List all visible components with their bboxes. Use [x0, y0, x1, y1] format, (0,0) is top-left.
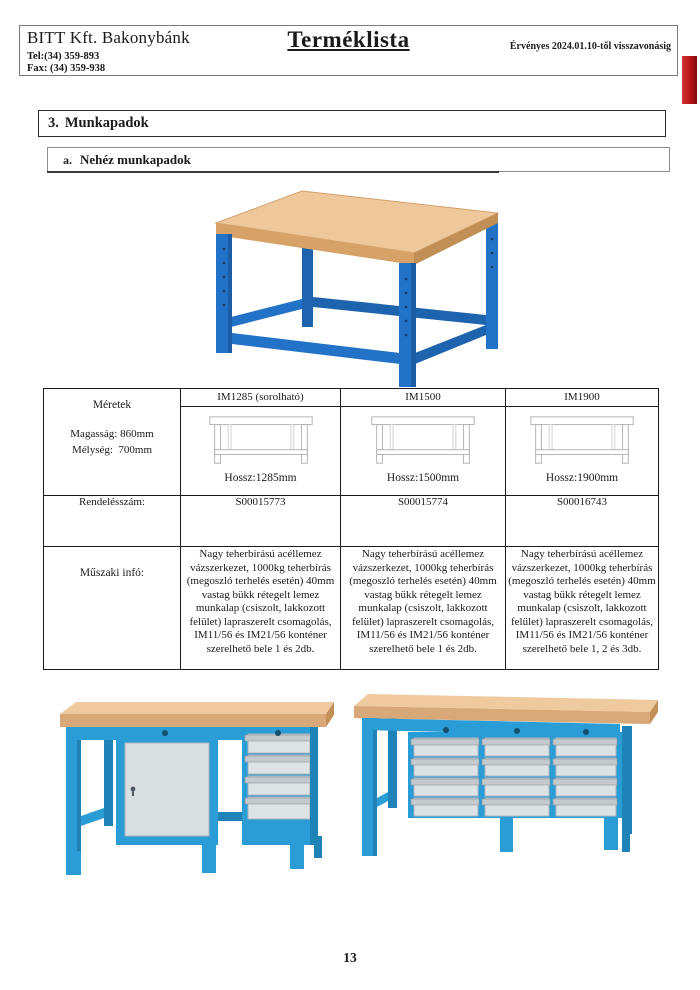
- side-rail: [81, 808, 104, 826]
- side-rail: [377, 792, 388, 807]
- section-heading-main: [38, 110, 666, 137]
- order-label-cell: Rendelésszám:: [44, 496, 181, 547]
- right-front-leg: [604, 818, 618, 850]
- red-marker: [682, 56, 697, 104]
- drawer-stack: [245, 734, 311, 819]
- drawer-handle: [553, 799, 617, 805]
- tech-info: Nagy teherbírású acéllemez vázszerkezet, 1000kg teherbírás (megoszló terhelés esetén) 40mm vastag bükk rétegelt lemez munkalap (csiszolt, lakkozott felület) lapraszerelt csomagolás, IM11/56 és IM21/56 konténer szerelhető bele 1 és 2db.: [186, 548, 335, 655]
- page-title: Terméklista: [287, 27, 410, 52]
- workbench-cabinet-drawers-image: [52, 698, 337, 883]
- page-number: 13: [343, 950, 357, 965]
- middle-leg: [202, 845, 216, 873]
- middle-leg: [500, 818, 513, 852]
- bench-front-left-leg-shade: [228, 234, 232, 353]
- front-left-leg-shade: [77, 740, 81, 851]
- drawer-handle: [482, 759, 550, 765]
- tabletop-front-edge: [60, 714, 326, 727]
- model-cell: [341, 389, 506, 496]
- drawer-handle: [411, 799, 479, 805]
- drawer-handle: [553, 759, 617, 765]
- cabinet-door: [125, 743, 209, 836]
- bench-front-right-leg-shade: [411, 263, 416, 387]
- length-spec: Hossz:1500mm: [386, 472, 460, 484]
- subsection-underline: [47, 171, 499, 173]
- right-front-leg: [290, 845, 304, 869]
- tech-info: Nagy teherbírású acéllemez vázszerkezet, 1000kg teherbírás (megoszló terhelés esetén) 40mm vastag bükk rétegelt lemez munkalap (csiszolt, lakkozott felület) lapraszerelt csomagolás, IM11/56 és IM21/56 konténer szerelhető bele 1 és 2db.: [349, 548, 497, 655]
- order-number: S00015774: [341, 496, 506, 547]
- drawer-handle: [553, 739, 617, 745]
- lock-icon: [514, 728, 520, 734]
- model-name: IM1900: [506, 389, 658, 407]
- bench-right-brace: [415, 325, 486, 364]
- lock-icon: [162, 730, 168, 736]
- workbench-12-drawers-image: [352, 690, 667, 868]
- info-label-cell: [44, 547, 181, 670]
- validity-note: Érvényes 2024.01.10-től visszavonásig: [509, 41, 671, 52]
- subsection-letter: a.: [63, 153, 72, 167]
- depth-spec: Mélység: 700mm: [71, 444, 153, 456]
- model-name: IM1500: [341, 389, 505, 407]
- drawer-handle: [411, 779, 479, 785]
- bench-front-brace: [232, 333, 400, 364]
- drawer-handle: [411, 739, 479, 745]
- workbench-sketch-icon: [365, 413, 481, 469]
- info-label: Műszaki infó:: [79, 567, 145, 579]
- company-name: BITT Kft. Bakonybánk: [27, 28, 190, 47]
- tech-info-cell: [506, 547, 659, 670]
- right-rear-leg: [622, 834, 630, 852]
- company-tel: Tel:(34) 359-893: [27, 51, 100, 62]
- drawer-handle: [245, 798, 311, 804]
- subsection-title: Nehéz munkapadok: [80, 152, 191, 167]
- right-rear-leg: [314, 836, 322, 858]
- back-rail: [218, 812, 242, 821]
- tech-info-cell: [181, 547, 341, 670]
- right-side-panel: [622, 726, 632, 834]
- drawer-handle: [245, 777, 311, 783]
- tech-info-cell: [341, 547, 506, 670]
- dimensions-label: Méretek: [92, 399, 132, 411]
- lock-icon: [443, 727, 449, 733]
- workbench-sketch-icon: [524, 413, 640, 469]
- product-table: [43, 388, 659, 670]
- keyhole-stem: [132, 791, 134, 796]
- drawer-handle: [482, 799, 550, 805]
- section-heading-sub: [47, 147, 670, 172]
- company-fax: Fax: (34) 359-938: [27, 63, 106, 74]
- order-number: S00015773: [181, 496, 341, 547]
- main-workbench-image: [202, 177, 504, 389]
- model-cell: [181, 389, 341, 496]
- keyhole-icon: [131, 787, 136, 792]
- lock-icon: [275, 730, 281, 736]
- dimensions-cell: [44, 389, 181, 496]
- drawer-handle: [245, 756, 311, 762]
- section-number: 3.: [48, 115, 59, 131]
- order-number: S00016743: [506, 496, 659, 547]
- tech-info: Nagy teherbírású acéllemez vázszerkezet, 1000kg teherbírás (megoszló terhelés esetén) 40mm vastag bükk rétegelt lemez munkalap (csiszolt, lakkozott felület) lapraszerelt csomagolás, IM11/56 és IM21/56 konténer szerelhető bele 1, 2 és 3db.: [508, 548, 656, 655]
- drawer-handle: [553, 779, 617, 785]
- bench-left-brace: [231, 299, 302, 327]
- model-cell: [506, 389, 659, 496]
- lock-icon: [583, 729, 589, 735]
- header: [19, 25, 678, 76]
- height-spec: Magasság: 860mm: [70, 428, 154, 440]
- length-spec: Hossz:1285mm: [224, 472, 297, 484]
- section-title: Munkapadok: [64, 115, 149, 131]
- workbench-sketch-icon: [203, 413, 319, 469]
- front-left-leg-shade: [373, 730, 377, 856]
- model-name: IM1285 (sorolható): [181, 389, 340, 407]
- drawer-handle: [482, 779, 550, 785]
- right-side-shade: [310, 727, 318, 845]
- tabletop: [60, 702, 334, 714]
- drawer-handle: [482, 739, 550, 745]
- drawer-handle: [411, 759, 479, 765]
- length-spec: Hossz:1900mm: [545, 472, 619, 484]
